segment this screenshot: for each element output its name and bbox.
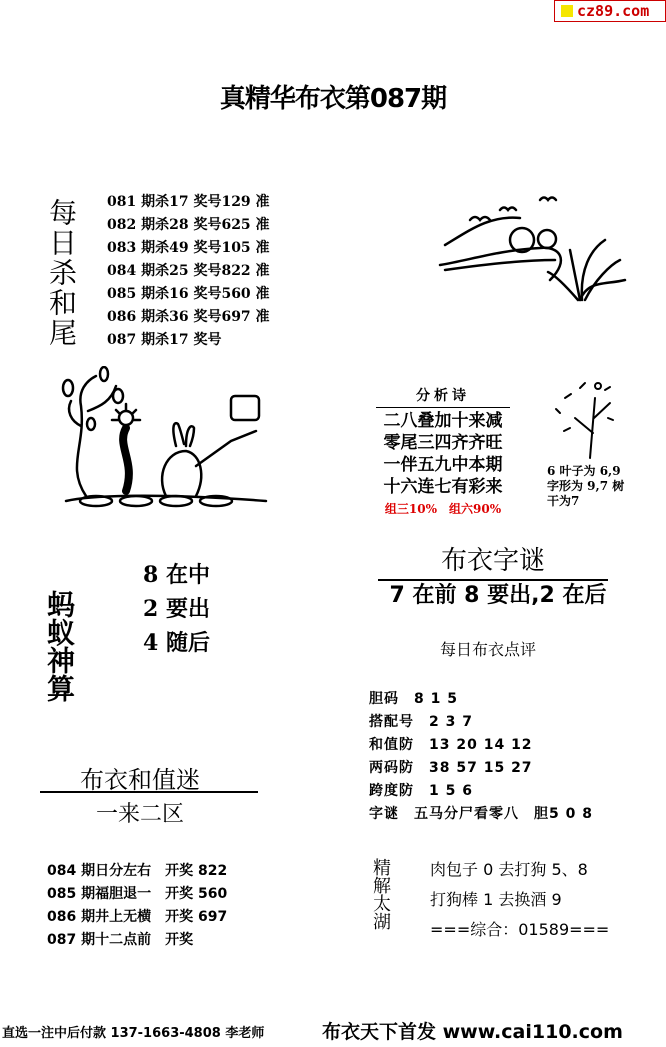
record-row: 082 期杀28 奖号625 准 (107, 217, 270, 233)
poem-line: 十六连七有彩来 (383, 477, 503, 497)
sum-riddle-item: 087 期十二点前 开奖 (47, 932, 194, 948)
poem-line: 二八叠加十来减 (383, 411, 503, 431)
poem-title: 分析诗 (376, 385, 510, 408)
record-row: 087 期杀17 奖号 (107, 332, 222, 348)
ant-line: 8 在中 (143, 562, 210, 588)
record-row: 083 期杀49 奖号105 准 (107, 240, 270, 256)
riddle-text: 7 在前 8 要出,2 在后 (389, 583, 607, 608)
ant-line: 4 随后 (143, 630, 210, 656)
sum-riddle-subtitle: 一来二区 (95, 802, 184, 827)
review-item: 跨度防 1 5 6 (369, 783, 473, 799)
jjt-line: ===综合：01589=== (430, 920, 610, 939)
poem-group-ratio: 组三10% 组六90% (384, 502, 502, 516)
tree-sketch (550, 378, 620, 460)
ant-line: 2 要出 (143, 596, 210, 622)
jjt-line: 肉包子 0 去打狗 5、8 (430, 860, 588, 879)
tree-note-line: 6 叶子为 6,9 (547, 464, 621, 478)
daily-kill-label: 每日杀和尾 (45, 198, 78, 348)
rabbit-tree-sketch (56, 366, 276, 510)
sum-riddle-heading: 布衣和值迷 (80, 766, 200, 794)
daily-kill-records (107, 191, 270, 352)
footer-site[interactable]: 布衣天下首发 www.cai110.com (322, 1021, 623, 1043)
sum-riddle-item: 086 期井上无横 开奖 697 (47, 909, 228, 925)
review-item: 胆码 8 1 5 (369, 691, 458, 707)
jjt-line: 打狗棒 1 去换酒 9 (430, 890, 562, 909)
jjt-lines (430, 855, 609, 945)
review-title: 每日布衣点评 (439, 640, 536, 659)
tree-note-line: 干为7 (547, 494, 580, 508)
sum-riddle-list (47, 860, 227, 952)
review-item: 两码防 38 57 15 27 (369, 760, 533, 776)
jjt-label: 精解太湖 (370, 858, 391, 930)
tree-note (547, 464, 657, 509)
poem-line: 一伴五九中本期 (383, 455, 503, 475)
page-title: 真精华布衣第087期 (219, 84, 447, 114)
poem-line: 零尾三四齐齐旺 (383, 433, 503, 453)
record-row: 081 期杀17 奖号129 准 (107, 194, 270, 210)
record-row: 085 期杀16 奖号560 准 (107, 286, 270, 302)
tree-note-line: 字形为 9,7 树 (547, 479, 625, 493)
footer-contact: 直选一注中后付款 137-1663-4808 李老师 (2, 1026, 265, 1041)
sum-riddle-item: 085 期福胆退一 开奖 560 (47, 886, 228, 902)
review-item: 和值防 13 20 14 12 (369, 737, 533, 753)
analysis-poem (376, 385, 510, 517)
site-badge[interactable] (554, 0, 666, 22)
riddle-heading: 布衣字谜 (378, 540, 608, 581)
site-name: cz89.com (577, 2, 650, 20)
sum-riddle-divider (40, 791, 258, 793)
ant-lines (143, 558, 210, 660)
review-item: 搭配号 2 3 7 (369, 714, 473, 730)
ant-label: 蚂蚁神算 (43, 590, 76, 702)
landscape-sketch (430, 190, 630, 320)
sum-riddle-item: 084 期日分左右 开奖 822 (47, 863, 228, 879)
record-row: 086 期杀36 奖号697 准 (107, 309, 270, 325)
badge-square-icon (561, 5, 573, 17)
review-list (369, 688, 593, 826)
record-row: 084 期杀25 奖号822 准 (107, 263, 270, 279)
review-item: 字谜 五马分尸看零八 胆5 0 8 (369, 806, 593, 822)
